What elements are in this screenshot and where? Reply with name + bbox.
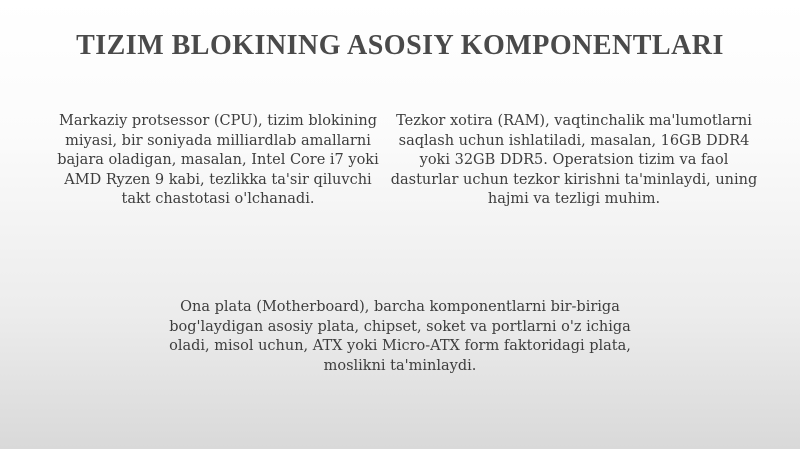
slide-title: TIZIM BLOKINING ASOSIY KOMPONENTLARI [76, 30, 724, 61]
ram-paragraph: Tezkor xotira (RAM), vaqtinchalik ma'lumotlarni saqlash uchun ishlatiladi, masalan, 16GB DDR4 yoki 32GB DDR5. Operatsion tizim va faol dasturlar uchun tezkor kirishni ta'minlaydi, uning hajmi va tezligi muhim. [390, 113, 758, 207]
cpu-paragraph: Markaziy protsessor (CPU), tizim blokining miyasi, bir soniyada milliardlab amallarni bajara oladigan, masalan, Intel Core i7 yoki AMD Ryzen 9 kabi, tezlikka ta'sir qiluvchi takt chastotasi o'lchanadi. [57, 113, 379, 207]
motherboard-paragraph: Ona plata (Motherboard), barcha komponentlarni bir-biriga bog'laydigan asosiy plata, chipset, soket va portlarni o'z ichiga oladi, misol uchun, ATX yoki Micro-ATX form faktoridagi plata, moslikni ta'minlaydi. [169, 299, 631, 374]
